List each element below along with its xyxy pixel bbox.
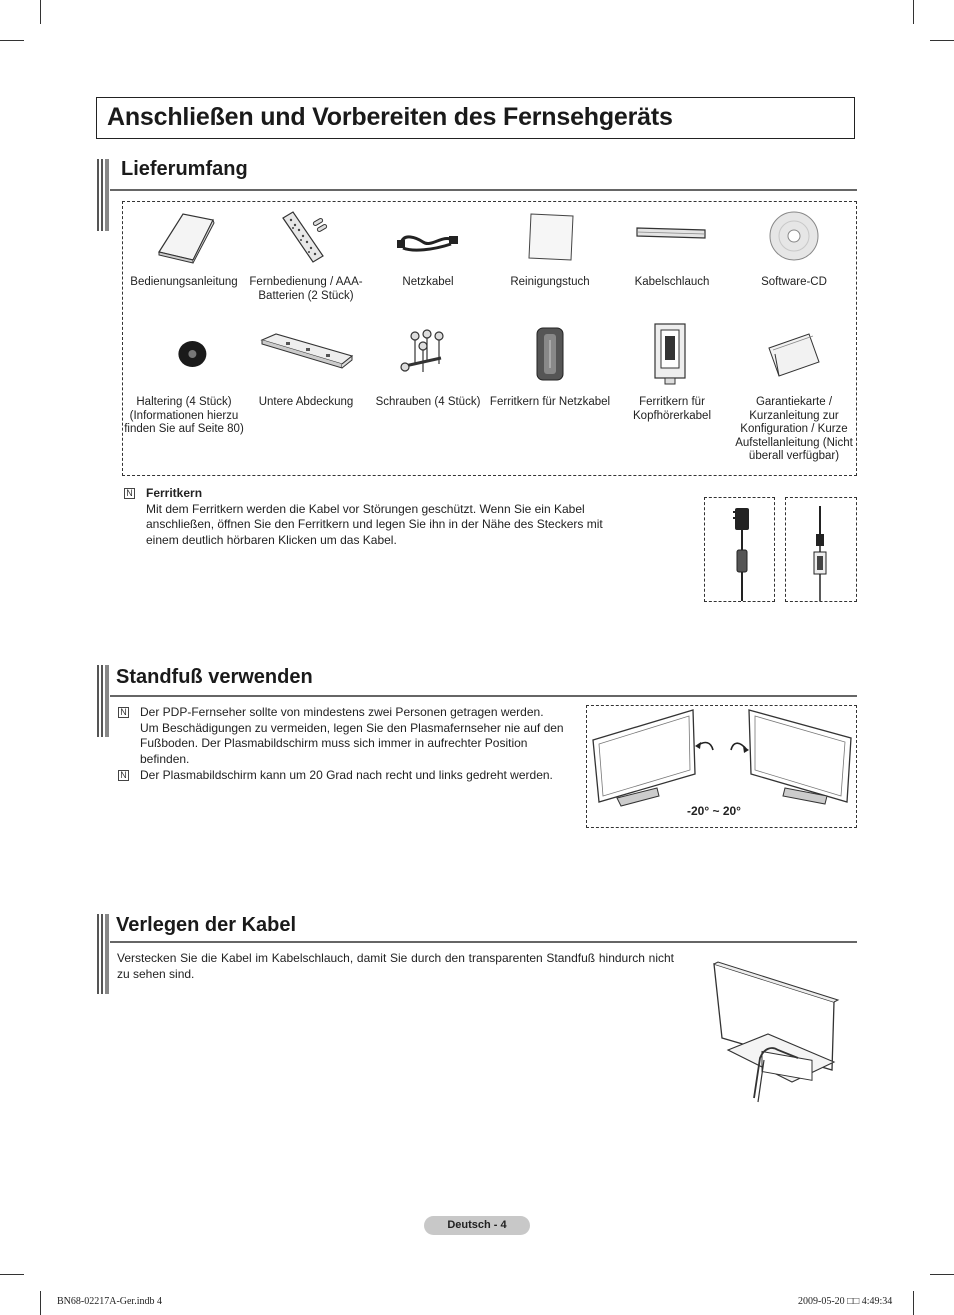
power-cord-icon bbox=[393, 208, 463, 266]
item-label: Reinigungstuch bbox=[510, 276, 590, 288]
crop-mark bbox=[913, 1291, 914, 1315]
rotation-illustration bbox=[586, 705, 857, 828]
note-icon: N bbox=[124, 488, 135, 499]
headphone-plug-ferrite-icon bbox=[786, 498, 856, 601]
ferrite-note-text: Mit dem Ferritkern werden die Kabel vor Störungen geschützt. Wenn Sie ein Kabel anschließen, öffnen Sie den Ferritkern und legen Sie ihn in der Nähe des Steckers mit einem deutlich hörbaren Klicken um das Kabel. bbox=[146, 501, 603, 547]
cable-tube-icon bbox=[635, 208, 709, 266]
cables-text: Verstecken Sie die Kabel im Kabelschlauch, damit Sie durch den transparenten Standfuß hindurch nicht zu sehen sind. bbox=[117, 951, 674, 981]
rotation-label: -20° ~ 20° bbox=[687, 804, 741, 818]
tv-cable-routing-icon bbox=[708, 958, 842, 1106]
crop-mark bbox=[0, 1274, 24, 1275]
item-cd bbox=[733, 208, 855, 290]
ferrite-power-illustration bbox=[704, 497, 775, 602]
item-label: Kabelschlauch bbox=[634, 276, 710, 288]
crop-mark bbox=[40, 1291, 41, 1315]
cd-icon bbox=[759, 208, 829, 266]
ferrite-note bbox=[146, 486, 616, 548]
item-warranty-card bbox=[733, 322, 855, 464]
item-label: Netzkabel bbox=[402, 276, 454, 288]
section-marker bbox=[97, 665, 109, 737]
item-ferrite-headphone bbox=[611, 322, 733, 423]
page-title-box bbox=[96, 97, 855, 139]
print-timestamp: 2009-05-20 □□ 4:49:34 bbox=[798, 1296, 893, 1307]
contents-items-box bbox=[122, 201, 857, 476]
item-cloth bbox=[489, 208, 611, 290]
item-cable-tube bbox=[611, 208, 733, 290]
item-label: Schrauben (4 Stück) bbox=[375, 396, 481, 408]
manual-icon bbox=[149, 208, 219, 266]
item-label: Bedienungsanleitung bbox=[130, 276, 238, 288]
item-label: Software-CD bbox=[761, 276, 827, 288]
note-icon: N bbox=[118, 770, 129, 781]
item-label: Garantiekarte / Kurzanleitung zur Konfiguration / Kurze Aufstellanleitung (Nicht überall verfügbar) bbox=[735, 396, 853, 462]
section-rule bbox=[110, 189, 857, 191]
item-manual bbox=[123, 208, 245, 290]
section-rule bbox=[110, 941, 857, 943]
item-label: Ferritkern für Netzkabel bbox=[489, 396, 611, 408]
note-icon: N bbox=[118, 707, 129, 718]
item-power-cord bbox=[367, 208, 489, 290]
item-label: Fernbedienung / AAA-Batterien (2 Stück) bbox=[249, 276, 363, 302]
ferrite-headphone-icon bbox=[637, 322, 707, 386]
ferrite-headphone-illustration bbox=[785, 497, 857, 602]
crop-mark bbox=[0, 40, 24, 41]
ferrite-core-icon bbox=[515, 322, 585, 386]
cloth-icon bbox=[515, 208, 585, 266]
item-screws bbox=[367, 322, 489, 410]
section-rule bbox=[110, 695, 857, 697]
item-label: Ferritkern für Kopfhörerkabel bbox=[633, 396, 711, 422]
item-label: Untere Abdeckung bbox=[258, 396, 354, 408]
crop-mark bbox=[40, 0, 41, 24]
remote-icon bbox=[271, 208, 341, 266]
ferrite-note-title: Ferritkern bbox=[146, 486, 203, 500]
holder-ring-icon bbox=[149, 322, 219, 386]
warranty-card-icon bbox=[759, 322, 829, 386]
screws-icon bbox=[393, 322, 463, 386]
file-name: BN68-02217A-Ger.indb 4 bbox=[57, 1296, 162, 1307]
section-marker bbox=[97, 914, 109, 994]
crop-mark bbox=[913, 0, 914, 24]
section-heading-cables: Verlegen der Kabel bbox=[116, 914, 297, 936]
item-holder-ring bbox=[123, 322, 245, 437]
page-title: Anschließen und Vorbereiten des Fernsehgeräts bbox=[107, 103, 673, 131]
section-heading-contents: Lieferumfang bbox=[121, 158, 248, 180]
page-number-badge: Deutsch - 4 bbox=[424, 1216, 530, 1235]
stand-note-2: Der Plasmabildschirm kann um 20 Grad nach recht und links gedreht werden. bbox=[140, 768, 553, 782]
item-ferrite-core bbox=[489, 322, 611, 410]
bottom-cover-icon bbox=[256, 322, 356, 386]
stand-note-1: Der PDP-Fernseher sollte von mindestens zwei Personen getragen werden. Um Beschädigungen zu vermeiden, legen Sie den Plasmafernseher nie auf den Fußboden. Der Plasmabildschirm muss sich immer in aufrechter Position befinden. bbox=[140, 705, 564, 766]
section-marker bbox=[97, 159, 109, 231]
crop-mark bbox=[930, 1274, 954, 1275]
item-remote bbox=[245, 208, 367, 303]
crop-mark bbox=[930, 40, 954, 41]
item-bottom-cover bbox=[245, 322, 367, 410]
section-heading-stand: Standfuß verwenden bbox=[116, 666, 313, 688]
power-plug-ferrite-icon bbox=[705, 498, 774, 601]
item-label: Haltering (4 Stück) (Informationen hierzu finden Sie auf Seite 80) bbox=[124, 396, 244, 435]
